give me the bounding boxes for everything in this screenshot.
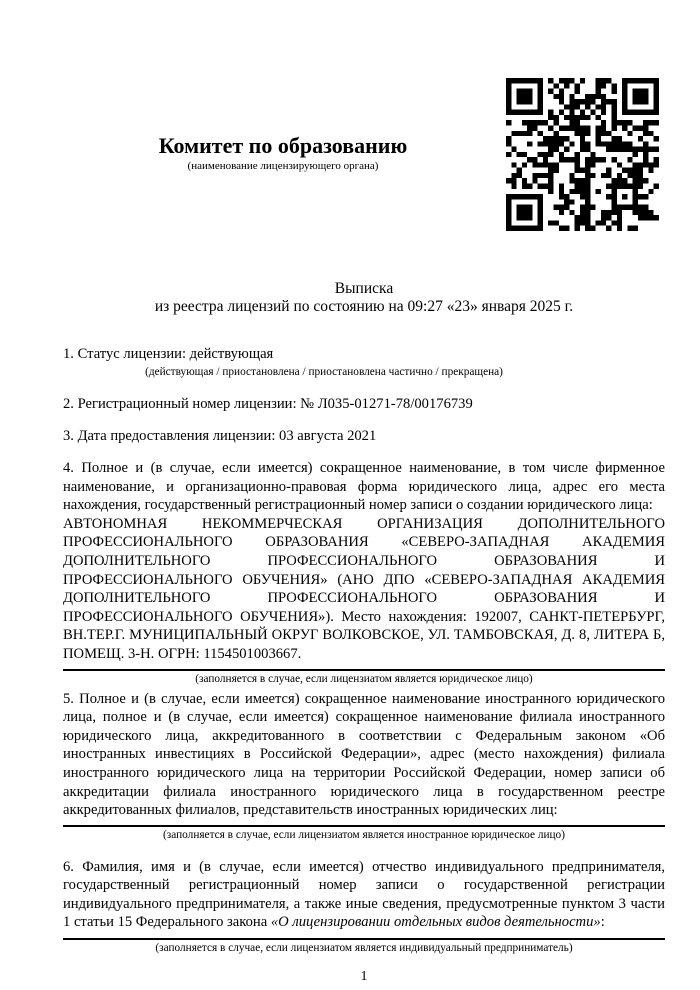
field-individual-entrepreneur bbox=[63, 858, 665, 955]
document-title-line2: из реестра лицензий по состоянию на 09:27 «23» января 2025 г. bbox=[154, 298, 574, 315]
foreign-entity-caption: (заполняется в случае, если лицензиатом является иностранное юридическое лицо) bbox=[163, 828, 565, 841]
license-status-caption: (действующая / приостановлена / приостановлена частично / прекращена) bbox=[145, 366, 503, 378]
law-title-italic: «О лицензировании отдельных видов деятельности» bbox=[270, 914, 601, 931]
individual-entrepreneur-text-colon: : bbox=[600, 914, 605, 931]
document-header bbox=[63, 133, 503, 173]
legal-entity-intro: 4. Полное и (в случае, если имеется) сокращенное наименование, в том числе фирменное наименование, и организационно-правовая форма юридического лица, адрес его места нахождения, государственный регистрационный номер записи о создании юридического лица: bbox=[63, 460, 665, 514]
field-legal-entity bbox=[63, 459, 665, 686]
field-foreign-entity bbox=[63, 690, 665, 842]
field-grant-date: 3. Дата предоставления лицензии: 03 августа 2021 bbox=[63, 428, 377, 444]
divider-line-legal-entity bbox=[63, 669, 665, 671]
foreign-entity-text: 5. Полное и (в случае, если имеется) сокращенное наименование иностранного юридического лица, полное и (в случае, если имеется) сокращенное наименование филиала иностранного юридического лица, аккредитованного в соответствии с Федеральным законом «Об иностранных инвестициях в Российской Федерации», адрес (место нахождения) филиала иностранного юридического лица на территории Российской Федерации, номер записи об аккредитации филиала иностранного юридического лица в государственном реестре аккредитованных филиалов, представительств иностранных юридических лиц: bbox=[63, 690, 665, 819]
legal-entity-caption: (заполняется в случае, если лицензиатом является юридическое лицо) bbox=[195, 672, 533, 685]
license-status-text: 1. Статус лицензии: действующая bbox=[63, 346, 274, 362]
individual-entrepreneur-text-main: 6. Фамилия, имя и (в случае, если имеется) отчество индивидуального предпринимателя, государственный регистрационный номер записи о государственной регистрации индивидуального предпринимателя, а также иные сведения, предусмотренные пунктом 3 части 1 статьи 15 Федерального закона bbox=[63, 858, 665, 931]
document-title bbox=[63, 280, 665, 316]
divider-line-individual-entrepreneur bbox=[63, 938, 665, 940]
divider-line-foreign-entity bbox=[63, 825, 665, 827]
qr-code-icon bbox=[506, 78, 659, 231]
issuing-authority-caption: (наименование лицензирующего органа) bbox=[187, 160, 379, 172]
page-number: 1 bbox=[360, 969, 368, 985]
field-registration-number: 2. Регистрационный номер лицензии: № Л035-01271-78/00176739 bbox=[63, 396, 473, 412]
legal-entity-value: АВТОНОМНАЯ НЕКОММЕРЧЕСКАЯ ОРГАНИЗАЦИЯ ДОПОЛНИТЕЛЬНОГО ПРОФЕССИОНАЛЬНОГО ОБРАЗОВАНИЯ «СЕВЕРО-ЗАПАДНАЯ АКАДЕМИЯ ДОПОЛНИТЕЛЬНОГО ПРОФЕССИОНАЛЬНОГО ОБРАЗОВАНИЯ И ПРОФЕССИОНАЛЬНОГО ОБУЧЕНИЯ» (АНО ДПО «СЕВЕРО-ЗАПАДНАЯ АКАДЕМИЯ ДОПОЛНИТЕЛЬНОГО ПРОФЕССИОНАЛЬНОГО ОБРАЗОВАНИЯ И ПРОФЕССИОНАЛЬНОГО ОБУЧЕНИЯ»). Место нахождения: 192007, САНКТ-ПЕТЕРБУРГ, ВН.ТЕР.Г. МУНИЦИПАЛЬНЫЙ ОКРУГ ВОЛКОВСКОЕ, УЛ. ТАМБОВСКАЯ, Д. 8, ЛИТЕРА Б, ПОМЕЩ. 3-Н. ОГРН: 1154501003667. bbox=[63, 515, 665, 662]
field-license-status bbox=[63, 345, 665, 379]
individual-entrepreneur-caption: (заполняется в случае, если лицензиатом является индивидуальный предприниматель) bbox=[155, 942, 573, 955]
individual-entrepreneur-text bbox=[63, 858, 665, 932]
document-title-line1: Выписка bbox=[334, 280, 394, 297]
issuing-authority-name: Комитет по образованию bbox=[158, 133, 408, 158]
